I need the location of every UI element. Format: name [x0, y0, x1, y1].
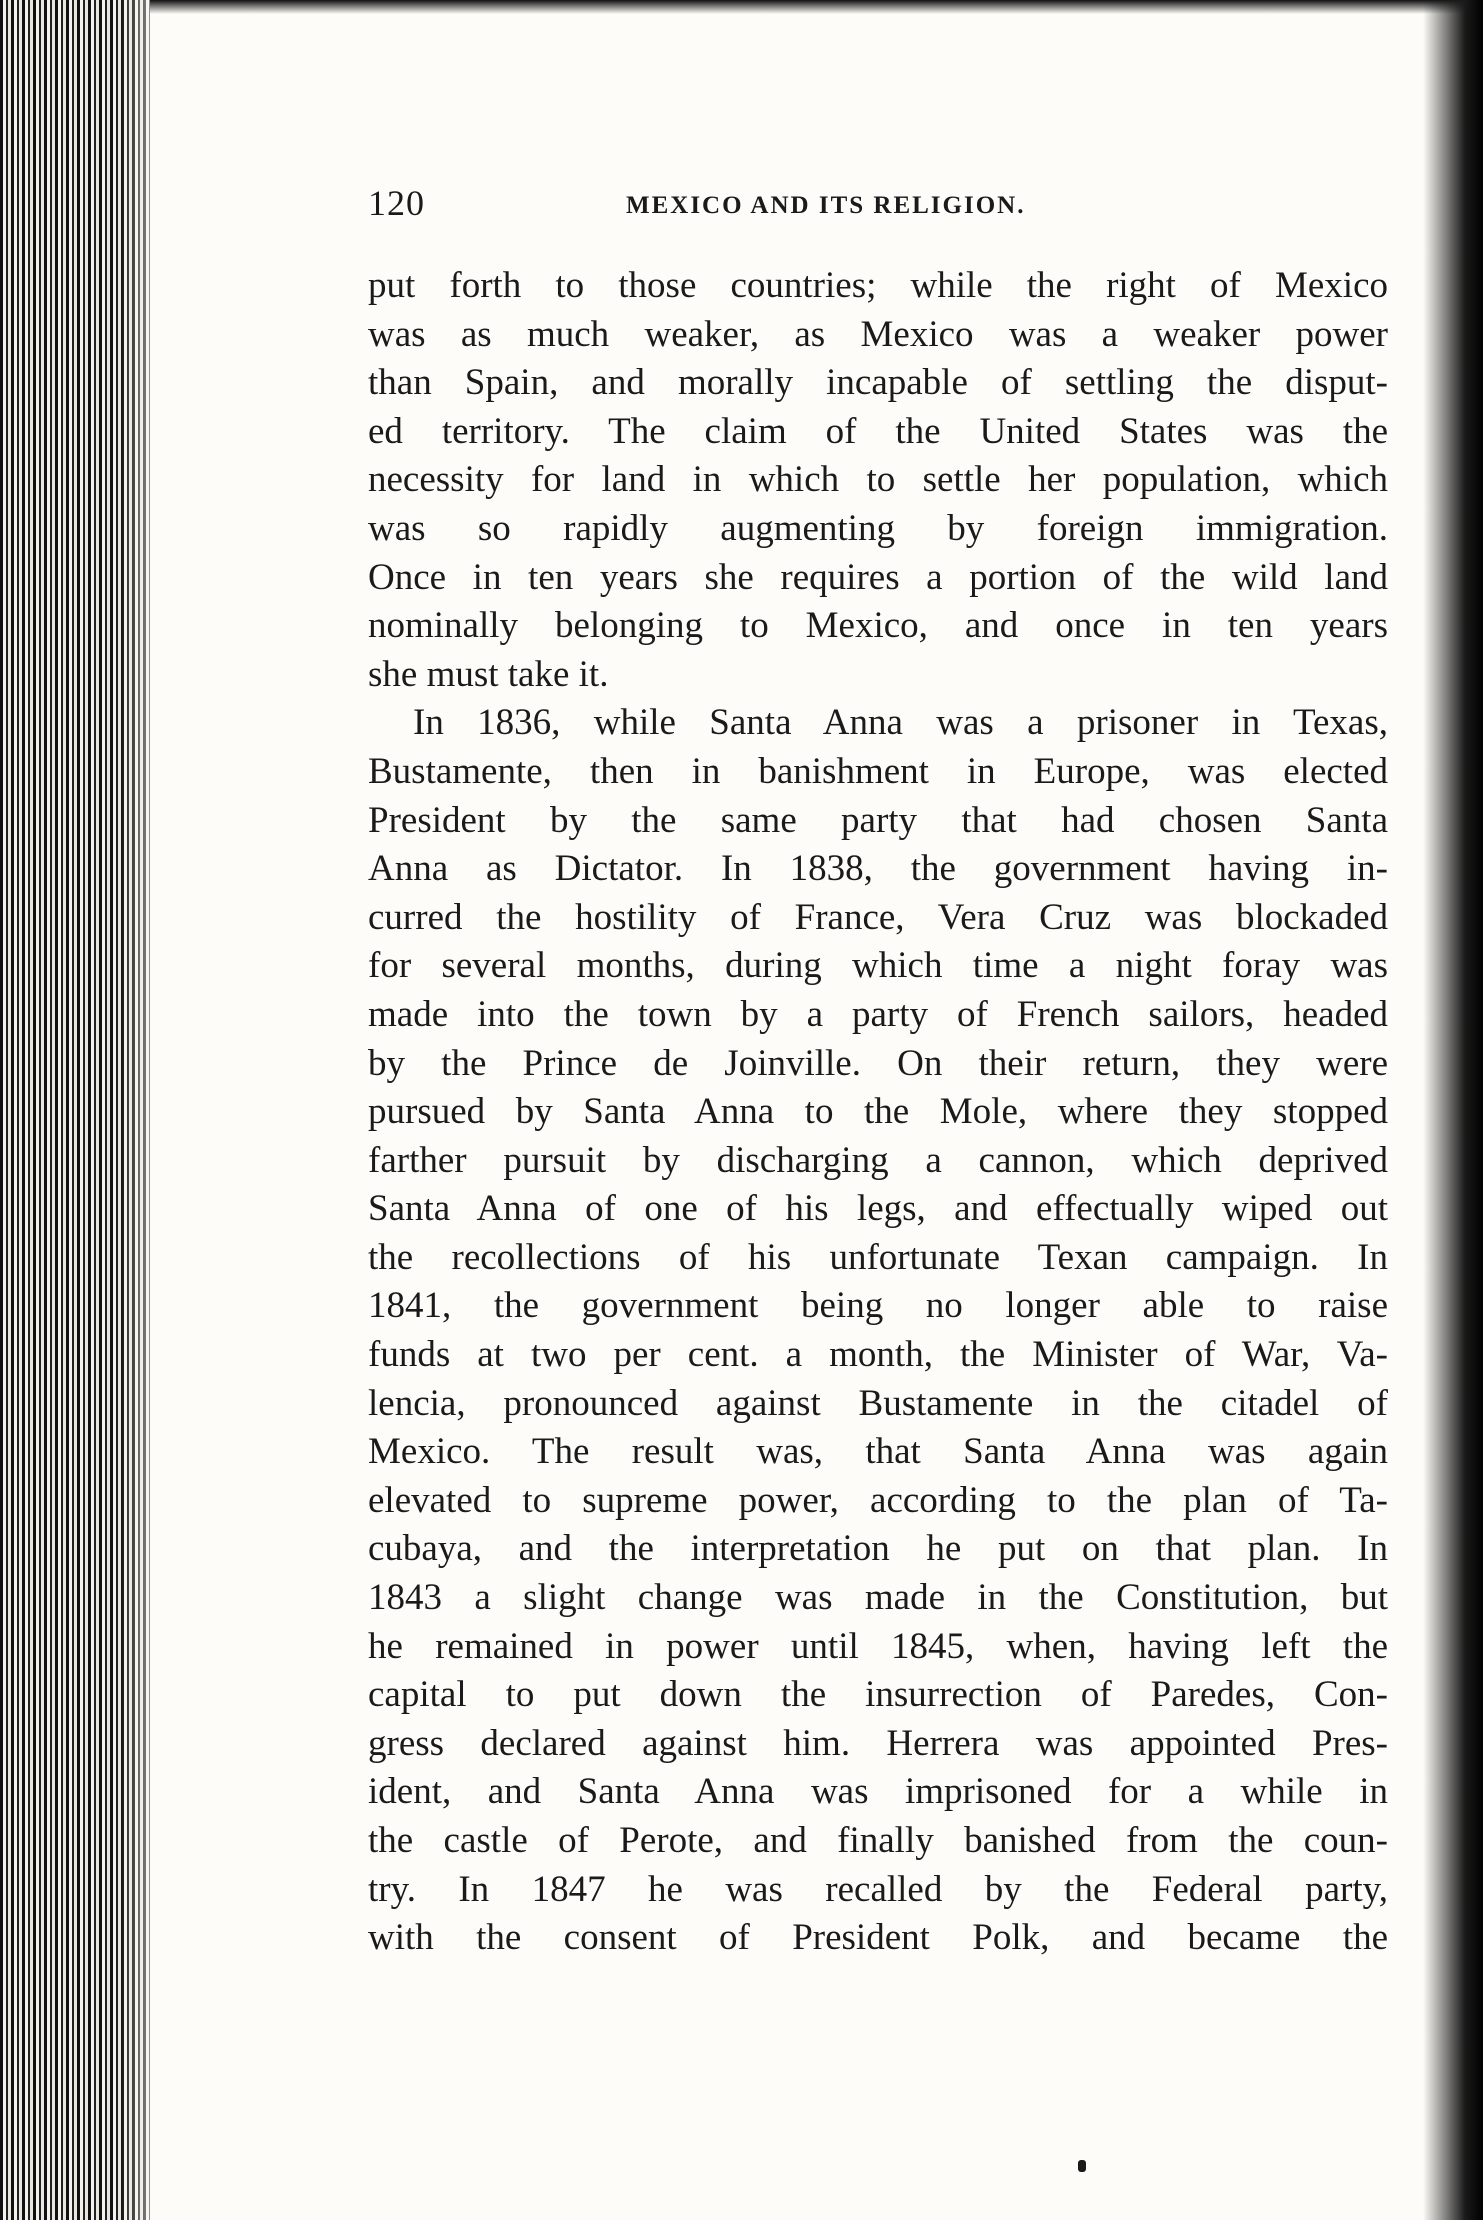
spine-shadow	[120, 0, 180, 2220]
text-line: gress declared against him. Herrera was appointed Pres-	[368, 1722, 1388, 1764]
text-line: ident, and Santa Anna was imprisoned for a while in	[368, 1771, 1388, 1813]
running-title: MEXICO AND ITS RELIGION.	[626, 192, 1026, 219]
text-line: for several months, during which time a night foray was	[368, 945, 1388, 987]
text-line: ed territory. The claim of the United States was the	[368, 410, 1388, 452]
body-text	[368, 262, 1388, 1963]
text-line: with the consent of President Polk, and became the	[368, 1917, 1388, 1959]
top-edge-shadow	[150, 0, 1483, 14]
text-line: try. In 1847 he was recalled by the Federal party,	[368, 1868, 1388, 1910]
text-line: made into the town by a party of French sailors, headed	[368, 993, 1388, 1035]
text-line: Bustamente, then in banishment in Europe, was elected	[368, 750, 1388, 792]
text-line: he remained in power until 1845, when, having left the	[368, 1625, 1388, 1667]
text-line: farther pursuit by discharging a cannon, which deprived	[368, 1139, 1388, 1181]
text-line: curred the hostility of France, Vera Cruz was blockaded	[368, 896, 1388, 938]
text-line: Anna as Dictator. In 1838, the government having in-	[368, 848, 1388, 890]
ink-speck	[1078, 2160, 1086, 2172]
text-line: the recollections of his unfortunate Texan campaign. In	[368, 1236, 1388, 1278]
text-line: 1843 a slight change was made in the Constitution, but	[368, 1577, 1388, 1619]
text-line: pursued by Santa Anna to the Mole, where they stopped	[368, 1091, 1388, 1133]
text-line: lencia, pronounced against Bustamente in the citadel of	[368, 1382, 1388, 1424]
text-line: Once in ten years she requires a portion of the wild land	[368, 556, 1388, 598]
text-line: funds at two per cent. a month, the Minister of War, Va-	[368, 1334, 1388, 1376]
text-line: was so rapidly augmenting by foreign immigration.	[368, 507, 1388, 549]
text-line: than Spain, and morally incapable of settling the disput-	[368, 362, 1388, 404]
text-line: nominally belonging to Mexico, and once in ten years	[368, 605, 1388, 647]
text-line: was as much weaker, as Mexico was a weaker power	[368, 313, 1388, 355]
text-line: In 1836, while Santa Anna was a prisoner in Texas,	[413, 702, 1388, 744]
text-line: Santa Anna of one of his legs, and effectually wiped out	[368, 1188, 1388, 1230]
page-header	[368, 182, 1148, 238]
text-line: 1841, the government being no longer able to raise	[368, 1285, 1388, 1327]
text-line: by the Prince de Joinville. On their return, they were	[368, 1042, 1388, 1084]
text-line: cubaya, and the interpretation he put on that plan. In	[368, 1528, 1388, 1570]
page-number: 120	[368, 183, 425, 223]
text-line: put forth to those countries; while the right of Mexico	[368, 265, 1388, 306]
text-line: necessity for land in which to settle her population, which	[368, 459, 1388, 501]
text-line: President by the same party that had chosen Santa	[368, 799, 1388, 841]
right-edge-shadow	[1423, 0, 1483, 2220]
text-line: elevated to supreme power, according to the plan of Ta-	[368, 1479, 1388, 1521]
text-line: capital to put down the insurrection of Paredes, Con-	[368, 1674, 1388, 1716]
text-line: she must take it.	[368, 653, 609, 695]
text-line: the castle of Perote, and finally banished from the coun-	[368, 1820, 1388, 1861]
text-line: Mexico. The result was, that Santa Anna was again	[368, 1431, 1388, 1473]
